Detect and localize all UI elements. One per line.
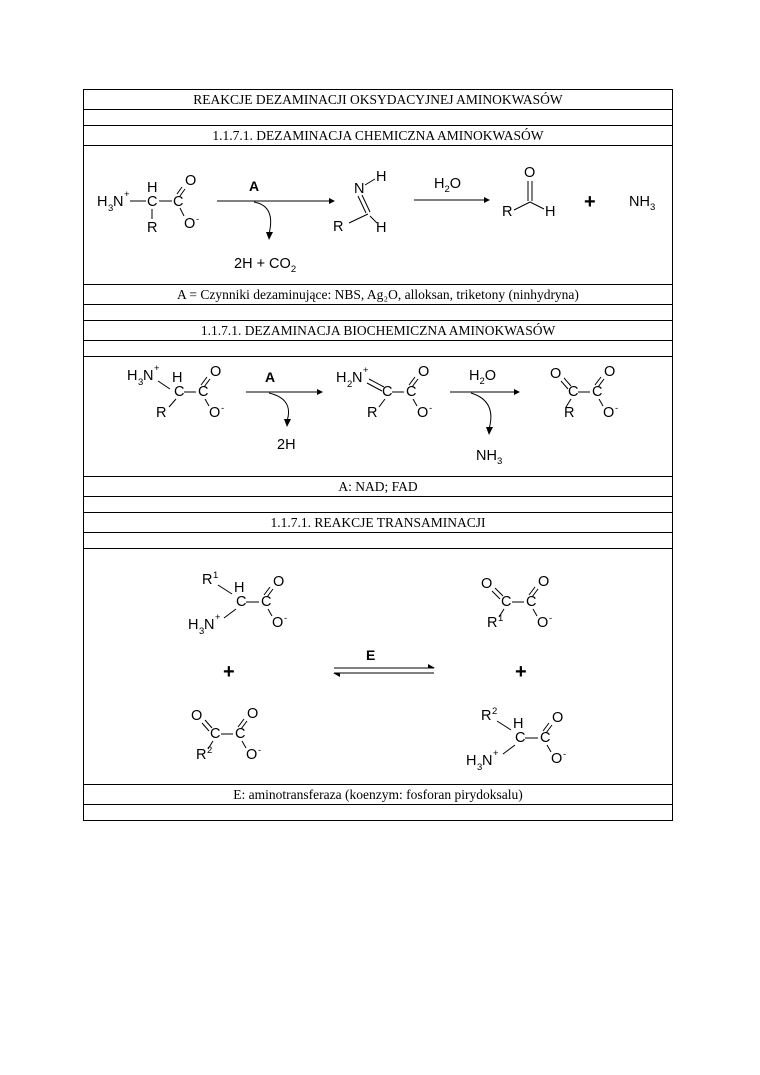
keto-acid-1-structure xyxy=(481,574,552,631)
transamination-svg xyxy=(84,549,674,784)
amino-acid-2-structure xyxy=(466,706,566,773)
spacer-row xyxy=(84,305,673,321)
svg-text:O: O xyxy=(209,405,221,421)
svg-text:1: 1 xyxy=(213,570,219,581)
byproduct-text: $2H + CO_2$ xyxy=(234,256,297,275)
svg-text:C: C xyxy=(382,384,393,400)
svg-text:-: - xyxy=(284,613,288,624)
svg-text:O: O xyxy=(247,706,259,722)
svg-text:O: O xyxy=(246,747,258,763)
svg-text:H: H xyxy=(376,169,387,185)
plus-sign-left: + xyxy=(223,661,235,683)
svg-text:C: C xyxy=(174,384,185,400)
svg-text:+: + xyxy=(363,365,369,376)
svg-text:R: R xyxy=(564,405,575,421)
byproduct-nh3: $NH_3$ xyxy=(476,448,503,467)
svg-text:C: C xyxy=(526,594,537,610)
svg-text:H: H xyxy=(147,180,158,196)
svg-text:H: H xyxy=(188,617,199,633)
svg-text:H: H xyxy=(545,204,556,220)
svg-text:R: R xyxy=(147,220,158,236)
section3-caption: E: aminotransferaza (koenzym: fosforan pirydoksalu) xyxy=(84,785,673,805)
svg-text:R: R xyxy=(367,405,378,421)
svg-text:O: O xyxy=(418,364,430,380)
svg-text:3: 3 xyxy=(477,762,483,773)
spacer-row xyxy=(84,341,673,357)
svg-text:O: O xyxy=(552,710,564,726)
enzyme-label-e: E xyxy=(366,647,376,663)
transamination-scheme xyxy=(84,549,673,785)
svg-text:H: H xyxy=(466,753,477,769)
product-nh3: $NH_3$ xyxy=(629,194,656,213)
svg-text:R: R xyxy=(156,405,167,421)
svg-text:H: H xyxy=(376,220,387,236)
section2-caption: A: NAD; FAD xyxy=(84,477,673,497)
keto-acid-2-structure xyxy=(191,706,261,763)
svg-text:-: - xyxy=(563,749,567,760)
svg-text:C: C xyxy=(236,594,247,610)
svg-text:N: N xyxy=(204,617,215,633)
keto-acid-structure xyxy=(550,364,618,421)
chemical-deamination-svg xyxy=(84,146,674,284)
svg-text:O: O xyxy=(537,615,549,631)
svg-text:+: + xyxy=(154,363,160,374)
amino-acid-structure xyxy=(97,173,199,236)
svg-text:N: N xyxy=(354,181,365,197)
svg-text:R: R xyxy=(487,615,498,631)
section3-title: 1.1.7.1. REAKCJE TRANSAMINACJI xyxy=(84,513,673,533)
reagent-h2o: $H_2O$ xyxy=(434,176,462,195)
svg-text:C: C xyxy=(406,384,417,400)
svg-text:O: O xyxy=(184,216,196,232)
svg-text:3: 3 xyxy=(108,203,114,214)
aldehyde-structure xyxy=(502,165,555,220)
svg-text:C: C xyxy=(235,726,246,742)
reaction-table xyxy=(83,89,673,821)
arrow-label-a: A xyxy=(265,369,276,385)
svg-text:H: H xyxy=(172,370,183,386)
svg-text:C: C xyxy=(210,726,221,742)
svg-text:-: - xyxy=(258,745,262,756)
section2-title: 1.1.7.1. DEZAMINACJA BIOCHEMICZNA AMINOKWASÓW xyxy=(84,321,673,341)
svg-text:H: H xyxy=(97,194,108,210)
svg-text:H: H xyxy=(336,370,347,386)
svg-text:+: + xyxy=(124,189,130,200)
svg-text:N: N xyxy=(352,370,363,386)
svg-text:C: C xyxy=(147,194,158,210)
arrow-label-a: A xyxy=(249,178,260,194)
biochemical-deamination-svg xyxy=(84,357,674,476)
svg-text:R: R xyxy=(202,572,213,588)
svg-text:O: O xyxy=(603,405,615,421)
svg-text:O: O xyxy=(273,574,285,590)
svg-text:N: N xyxy=(482,753,493,769)
svg-text:-: - xyxy=(196,214,200,225)
svg-text:H: H xyxy=(234,580,245,596)
reagent-h2o: $H_2O$ xyxy=(469,368,497,387)
svg-text:2: 2 xyxy=(207,745,213,756)
svg-text:O: O xyxy=(524,165,536,181)
svg-text:C: C xyxy=(198,384,209,400)
svg-text:R: R xyxy=(502,204,513,220)
chemical-deamination-scheme xyxy=(84,146,673,285)
svg-text:R: R xyxy=(481,708,492,724)
svg-text:C: C xyxy=(173,194,184,210)
iminium-structure xyxy=(336,364,432,421)
svg-text:2: 2 xyxy=(492,706,498,717)
svg-text:O: O xyxy=(550,366,562,382)
amino-acid-structure xyxy=(127,363,224,421)
svg-text:O: O xyxy=(272,615,284,631)
plus-sign: + xyxy=(584,191,596,213)
svg-text:-: - xyxy=(549,613,553,624)
svg-text:C: C xyxy=(261,594,272,610)
svg-text:C: C xyxy=(540,730,551,746)
svg-text:C: C xyxy=(568,384,579,400)
svg-text:+: + xyxy=(215,612,221,623)
svg-text:O: O xyxy=(538,574,550,590)
svg-text:N: N xyxy=(143,368,154,384)
imine-structure xyxy=(333,169,386,236)
svg-text:N: N xyxy=(113,194,124,210)
svg-text:-: - xyxy=(221,403,225,414)
svg-text:O: O xyxy=(604,364,616,380)
svg-text:O: O xyxy=(481,576,493,592)
svg-text:O: O xyxy=(551,751,563,767)
svg-text:2: 2 xyxy=(347,379,353,390)
svg-text:O: O xyxy=(417,405,429,421)
svg-text:1: 1 xyxy=(498,613,504,624)
svg-text:O: O xyxy=(185,173,197,189)
svg-text:O: O xyxy=(191,708,203,724)
main-title: REAKCJE DEZAMINACJI OKSYDACYJNEJ AMINOKWASÓW xyxy=(84,90,673,110)
svg-text:-: - xyxy=(429,403,433,414)
spacer-row xyxy=(84,497,673,513)
section1-title: 1.1.7.1. DEZAMINACJA CHEMICZNA AMINOKWASÓW xyxy=(84,126,673,146)
svg-text:3: 3 xyxy=(138,377,144,388)
spacer-row xyxy=(84,805,673,821)
svg-text:C: C xyxy=(501,594,512,610)
biochemical-deamination-scheme xyxy=(84,357,673,477)
svg-text:C: C xyxy=(515,730,526,746)
section1-caption: A = Czynniki dezaminujące: NBS, Ag₂O, alloksan, triketony (ninhydryna) xyxy=(84,285,673,305)
amino-acid-1-structure xyxy=(188,570,287,637)
svg-text:-: - xyxy=(615,403,619,414)
svg-text:C: C xyxy=(592,384,603,400)
svg-text:+: + xyxy=(493,748,499,759)
byproduct-2h: 2H xyxy=(277,437,296,453)
svg-text:O: O xyxy=(210,364,222,380)
spacer-row xyxy=(84,110,673,126)
spacer-row xyxy=(84,533,673,549)
svg-text:H: H xyxy=(513,716,524,732)
svg-text:H: H xyxy=(127,368,138,384)
svg-text:R: R xyxy=(333,219,344,235)
plus-sign-right: + xyxy=(515,661,527,683)
svg-text:3: 3 xyxy=(199,626,205,637)
svg-text:R: R xyxy=(196,747,207,763)
